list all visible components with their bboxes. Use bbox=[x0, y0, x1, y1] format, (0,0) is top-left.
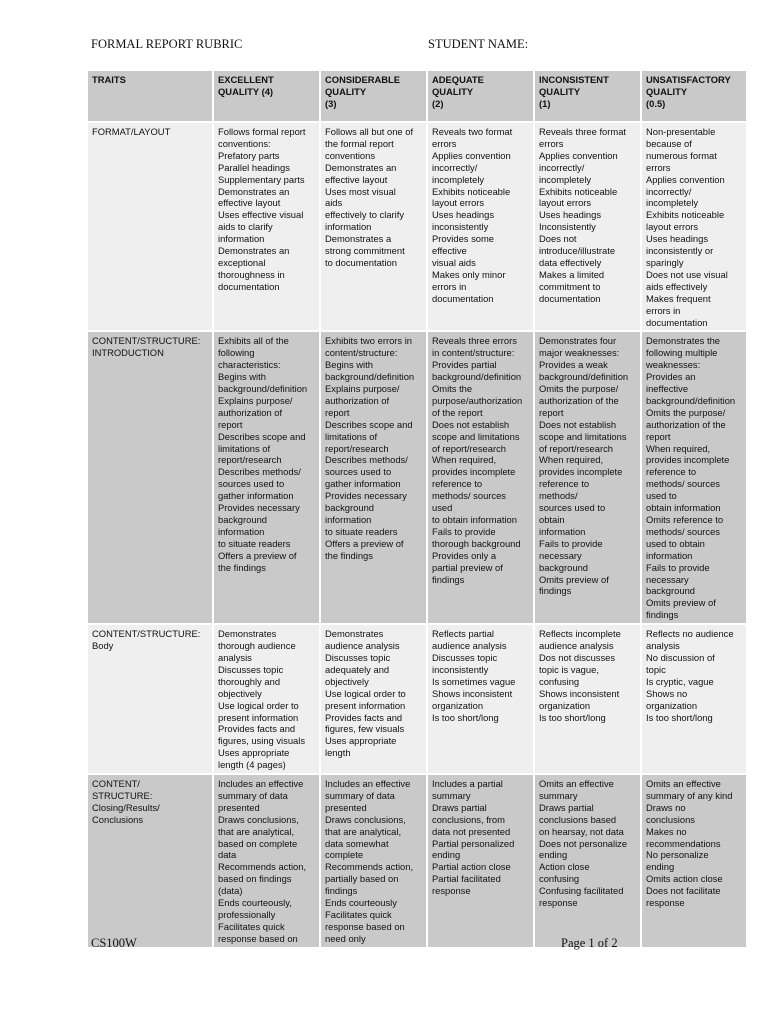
column-header-inconsistent: INCONSISTENT QUALITY (1) bbox=[534, 70, 641, 122]
rubric-cell: Includes an effective summary of data presented Draws conclusions, that are analytical, data somewhat complete Recommends action, partially based on findings Ends courteously Facilitates quick response based on need only bbox=[320, 774, 427, 948]
rubric-cell: Exhibits all of the following characteristics: Begins with background/definition Explains purpose/ authorization of report Describes scope and limitations of report/research Describes methods/ sources used to gather information Provides necessary background information to situate readers Offers a preview of the findings bbox=[213, 331, 320, 624]
rubric-cell: Non-presentable because of numerous format errors Applies convention incorrectly/ incompletely Exhibits noticeable layout errors Uses headings inconsistently or sparingly Does not use visual aids effectively Makes frequent errors in documentation bbox=[641, 122, 747, 331]
trait-cell: CONTENT/STRUCTURE: Body bbox=[87, 624, 213, 774]
rubric-table bbox=[86, 69, 748, 949]
rubric-cell: Exhibits two errors in content/structure: Begins with background/definition Explains purpose/ authorization of report Describes scope and limitations of report/research Describes methods/ sources used to gather information Provides necessary background information to situate readers Offers a preview of the findings bbox=[320, 331, 427, 624]
rubric-cell: Includes a partial summary Draws partial conclusions, from data not presented Partial personalized ending Partial action close Partial facilitated response bbox=[427, 774, 534, 948]
rubric-cell: Omits an effective summary Draws partial conclusions based on hearsay, not data Does not personalize ending Action close confusing Confusing facilitated response bbox=[534, 774, 641, 948]
rubric-cell: Reveals three errors in content/structure: Provides partial background/definition Omits the purpose/authorization of the report Does not establish scope and limitations of report/research When required, provides incomplete reference to methods/ sources used to obtain information Fails to provide thorough background Provides only a partial preview of findings bbox=[427, 331, 534, 624]
document-title: FORMAL REPORT RUBRIC bbox=[91, 37, 243, 51]
rubric-cell: Follows all but one of the formal report conventions Demonstrates an effective layout Uses most visual aids effectively to clarify information Demonstrates a strong commitment to documentation bbox=[320, 122, 427, 331]
rubric-cell: Reveals three format errors Applies convention incorrectly/ incompletely Exhibits noticeable layout errors Uses headings Inconsistently Does not introduce/illustrate data effectively Makes a limited commitment to documentation bbox=[534, 122, 641, 331]
rubric-cell: Reflects no audience analysis No discussion of topic Is cryptic, vague Shows no organization Is too short/long bbox=[641, 624, 747, 774]
student-name-label: STUDENT NAME: bbox=[428, 37, 529, 51]
rubric-cell: Omits an effective summary of any kind Draws no conclusions Makes no recommendations No personalize ending Omits action close Does not facilitate response bbox=[641, 774, 747, 948]
rubric-cell: Reflects incomplete audience analysis Dos not discusses topic is vague, confusing Shows inconsistent organization Is too short/long bbox=[534, 624, 641, 774]
rubric-cell: Demonstrates the following multiple weaknesses: Provides an ineffective background/definition Omits the purpose/ authorization of the report When required, provides incomplete reference to methods/ sources used to obtain information Omits reference to methods/ sources used to obtain information Fails to provide necessary background Omits preview of findings bbox=[641, 331, 747, 624]
table-header-row bbox=[87, 70, 747, 122]
trait-cell: CONTENT/STRUCTURE: INTRODUCTION bbox=[87, 331, 213, 624]
rubric-cell: Demonstrates audience analysis Discusses topic adequately and objectively Use logical order to present information Provides facts and figures, few visuals Uses appropriate length bbox=[320, 624, 427, 774]
rubric-cell: Reflects partial audience analysis Discusses topic inconsistently Is sometimes vague Shows inconsistent organization Is too short/long bbox=[427, 624, 534, 774]
column-header-traits: TRAITS bbox=[87, 70, 213, 122]
trait-cell: CONTENT/ STRUCTURE: Closing/Results/ Conclusions bbox=[87, 774, 213, 948]
table-row bbox=[87, 774, 747, 948]
rubric-cell: Follows formal report conventions: Prefatory parts Parallel headings Supplementary parts Demonstrates an effective layout Uses effective visual aids to clarify information Demonstrates an exceptional thoroughness in documentation bbox=[213, 122, 320, 331]
course-code: CS100W bbox=[91, 936, 137, 950]
column-header-excellent: EXCELLENT QUALITY (4) bbox=[213, 70, 320, 122]
column-header-unsatisfactory: UNSATISFACTORY QUALITY (0.5) bbox=[641, 70, 747, 122]
table-row bbox=[87, 331, 747, 624]
rubric-cell: Reveals two format errors Applies convention incorrectly/ incompletely Exhibits noticeable layout errors Uses headings inconsistently Provides some effective visual aids Makes only minor errors in documentation bbox=[427, 122, 534, 331]
table-row bbox=[87, 122, 747, 331]
column-header-adequate: ADEQUATE QUALITY (2) bbox=[427, 70, 534, 122]
page-number: Page 1 of 2 bbox=[561, 936, 618, 950]
trait-cell: FORMAT/LAYOUT bbox=[87, 122, 213, 331]
column-header-considerable: CONSIDERABLE QUALITY (3) bbox=[320, 70, 427, 122]
rubric-cell: Demonstrates thorough audience analysis Discusses topic thoroughly and objectively Use logical order to present information Provides facts and figures, using visuals Uses appropriate length (4 pages) bbox=[213, 624, 320, 774]
rubric-cell: Demonstrates four major weaknesses: Provides a weak background/definition Omits the purpose/ authorization of the report Does not establish scope and limitations of report/research When required, provides incomplete reference to methods/ sources used to obtain information Fails to provide necessary background Omits preview of findings bbox=[534, 331, 641, 624]
rubric-cell: Includes an effective summary of data presented Draws conclusions, that are analytical, based on complete data Recommends action, based on findings (data) Ends courteously, professionally Facilitates quick response based on bbox=[213, 774, 320, 948]
table-row bbox=[87, 624, 747, 774]
